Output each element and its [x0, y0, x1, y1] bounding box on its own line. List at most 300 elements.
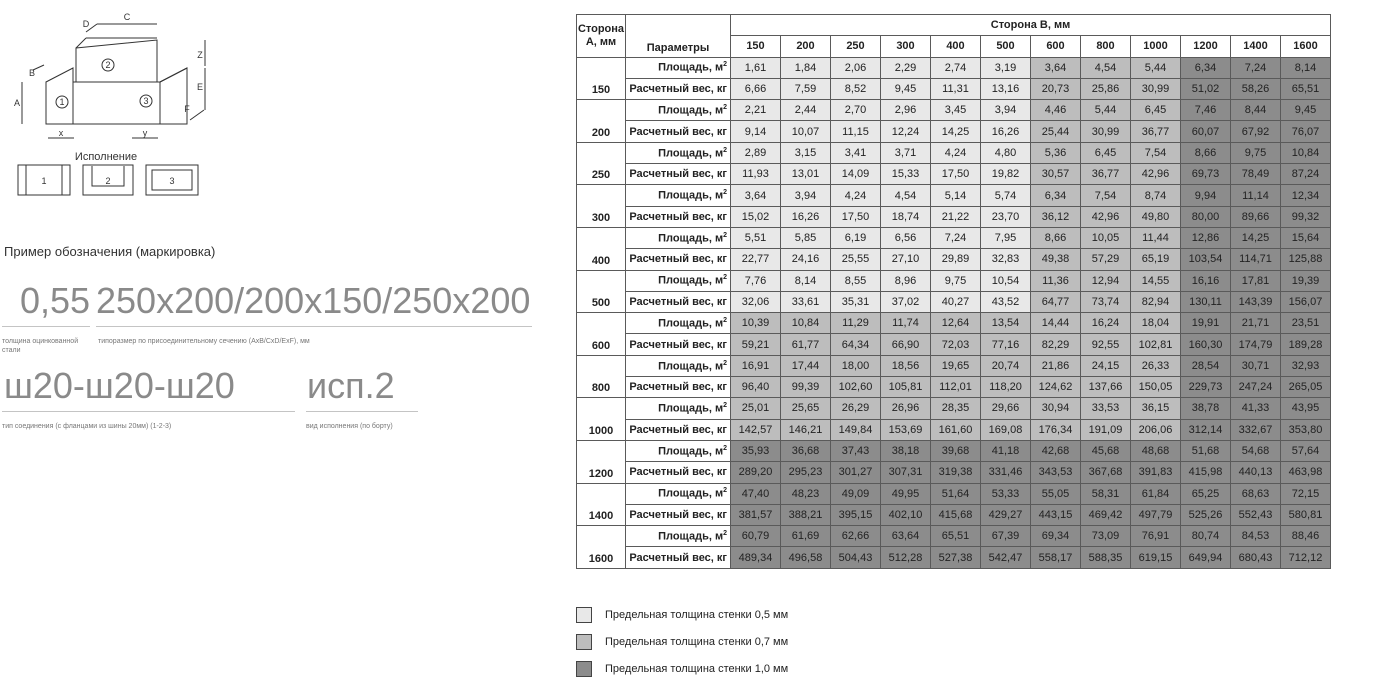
weight-cell: 343,53: [1031, 462, 1081, 483]
table-row: [577, 377, 1331, 398]
area-cell: 16,91: [731, 355, 781, 376]
weight-cell: 619,15: [1131, 547, 1181, 568]
area-cell: 26,29: [831, 398, 881, 419]
area-cell: 36,68: [781, 440, 831, 461]
param-weight-label: Расчетный вес, кг: [626, 419, 731, 440]
weight-cell: 64,77: [1031, 291, 1081, 312]
weight-cell: 331,46: [981, 462, 1031, 483]
side-a-value: 400: [577, 227, 626, 270]
weight-cell: 174,79: [1231, 334, 1281, 355]
dim-label-d: D: [82, 19, 90, 29]
area-cell: 5,44: [1081, 100, 1131, 121]
area-cell: 15,64: [1281, 227, 1331, 248]
legend-label-0-7: Предельная толщина стенки 0,7 мм: [605, 636, 789, 648]
weight-cell: 87,24: [1281, 164, 1331, 185]
weight-cell: 15,02: [731, 206, 781, 227]
weight-cell: 265,05: [1281, 377, 1331, 398]
area-cell: 13,54: [981, 313, 1031, 334]
area-cell: 68,63: [1231, 483, 1281, 504]
table-row: [577, 57, 1331, 78]
area-label-text: Площадь, м: [658, 530, 724, 543]
weight-cell: 191,09: [1081, 419, 1131, 440]
table-row: [577, 526, 1331, 547]
area-cell: 2,21: [731, 100, 781, 121]
table-row: [577, 164, 1331, 185]
marking-variant: исп.2: [307, 365, 395, 406]
area-cell: 48,68: [1131, 440, 1181, 461]
connection-caption: тип соединения (с фланцами из шины 20мм) (1-2-3): [2, 423, 172, 430]
table-row: [577, 249, 1331, 270]
thickness-underline: [2, 326, 90, 327]
variant-3-label: 3: [169, 176, 175, 186]
weight-cell: 497,79: [1131, 504, 1181, 525]
area-cell: 2,70: [831, 100, 881, 121]
weight-cell: 49,80: [1131, 206, 1181, 227]
weight-cell: 25,55: [831, 249, 881, 270]
legend-label-0-5: Предельная толщина стенки 0,5 мм: [605, 609, 789, 621]
area-cell: 19,39: [1281, 270, 1331, 291]
weight-cell: 114,71: [1231, 249, 1281, 270]
area-cell: 24,15: [1081, 355, 1131, 376]
side-a-value: 250: [577, 142, 626, 185]
area-cell: 32,93: [1281, 355, 1331, 376]
area-cell: 4,54: [881, 185, 931, 206]
weight-cell: 312,14: [1181, 419, 1231, 440]
weight-cell: 440,13: [1231, 462, 1281, 483]
side-a-value: 600: [577, 313, 626, 356]
param-weight-label: Расчетный вес, кг: [626, 334, 731, 355]
area-label-text: Площадь, м: [658, 232, 724, 245]
param-area-label: [626, 100, 731, 121]
weight-cell: 142,57: [731, 419, 781, 440]
area-label-sup: 2: [723, 146, 727, 154]
area-cell: 9,75: [931, 270, 981, 291]
param-weight-label: Расчетный вес, кг: [626, 377, 731, 398]
area-cell: 48,23: [781, 483, 831, 504]
area-label-text: Площадь, м: [658, 189, 724, 202]
table-row: [577, 142, 1331, 163]
param-area-label: [626, 142, 731, 163]
param-weight-label: Расчетный вес, кг: [626, 462, 731, 483]
weight-cell: 353,80: [1281, 419, 1331, 440]
variant-caption: Исполнение: [74, 151, 138, 163]
weight-cell: 58,26: [1231, 78, 1281, 99]
weight-cell: 69,73: [1181, 164, 1231, 185]
dim-label-b: B: [28, 68, 36, 78]
area-cell: 8,74: [1131, 185, 1181, 206]
area-cell: 61,84: [1131, 483, 1181, 504]
weight-cell: 65,19: [1131, 249, 1181, 270]
area-cell: 19,91: [1181, 313, 1231, 334]
side-a-value: 1000: [577, 398, 626, 441]
area-cell: 65,51: [931, 526, 981, 547]
legend-label-1-0: Предельная толщина стенки 1,0 мм: [605, 663, 789, 675]
area-cell: 3,94: [781, 185, 831, 206]
weight-cell: 388,21: [781, 504, 831, 525]
area-cell: 12,86: [1181, 227, 1231, 248]
weight-cell: 33,61: [781, 291, 831, 312]
table-row: [577, 313, 1331, 334]
side-b-value: 500: [981, 36, 1031, 57]
area-cell: 7,24: [1231, 57, 1281, 78]
area-cell: 11,29: [831, 313, 881, 334]
table-row: [577, 483, 1331, 504]
weight-cell: 527,38: [931, 547, 981, 568]
weight-cell: 51,02: [1181, 78, 1231, 99]
weight-cell: 130,11: [1181, 291, 1231, 312]
legend-item-0-5: [576, 605, 788, 625]
weight-cell: 307,31: [881, 462, 931, 483]
weight-cell: 512,28: [881, 547, 931, 568]
variant-1-label: 1: [41, 176, 47, 186]
area-cell: 38,78: [1181, 398, 1231, 419]
weight-cell: 103,54: [1181, 249, 1231, 270]
weight-cell: 16,26: [781, 206, 831, 227]
part-number-1: 1: [59, 97, 65, 107]
weight-cell: 176,34: [1031, 419, 1081, 440]
weight-cell: 99,32: [1281, 206, 1331, 227]
area-cell: 4,46: [1031, 100, 1081, 121]
area-cell: 47,40: [731, 483, 781, 504]
weight-cell: 105,81: [881, 377, 931, 398]
area-label-sup: 2: [723, 104, 727, 111]
area-cell: 10,84: [1281, 142, 1331, 163]
area-cell: 62,66: [831, 526, 881, 547]
weight-cell: 11,93: [731, 164, 781, 185]
dim-label-c: C: [123, 12, 131, 22]
area-cell: 14,55: [1131, 270, 1181, 291]
weight-cell: 402,10: [881, 504, 931, 525]
weight-cell: 11,15: [831, 121, 881, 142]
param-area-label: [626, 398, 731, 419]
dim-label-z: Z: [197, 50, 203, 60]
table-row: [577, 440, 1331, 461]
dim-label-y: y: [142, 128, 148, 138]
side-a-value: 500: [577, 270, 626, 313]
weight-cell: 229,73: [1181, 377, 1231, 398]
weight-cell: 552,43: [1231, 504, 1281, 525]
param-weight-label: Расчетный вес, кг: [626, 121, 731, 142]
side-a-value: 800: [577, 355, 626, 398]
weight-cell: 32,06: [731, 291, 781, 312]
area-cell: 4,54: [1081, 57, 1131, 78]
weight-cell: 504,43: [831, 547, 881, 568]
weight-cell: 542,47: [981, 547, 1031, 568]
weight-cell: 89,66: [1231, 206, 1281, 227]
area-cell: 26,96: [881, 398, 931, 419]
area-cell: 8,14: [781, 270, 831, 291]
area-cell: 39,68: [931, 440, 981, 461]
weight-cell: 469,42: [1081, 504, 1131, 525]
param-weight-label: Расчетный вес, кг: [626, 504, 731, 525]
param-area-label: [626, 440, 731, 461]
weight-cell: 712,12: [1281, 547, 1331, 568]
legend-swatch-0-7: [576, 634, 592, 650]
param-area-label: [626, 227, 731, 248]
area-label-text: Площадь, м: [658, 360, 724, 373]
weight-cell: 82,29: [1031, 334, 1081, 355]
weight-cell: 9,45: [881, 78, 931, 99]
area-cell: 53,33: [981, 483, 1031, 504]
weight-cell: 443,15: [1031, 504, 1081, 525]
area-cell: 51,68: [1181, 440, 1231, 461]
area-cell: 21,86: [1031, 355, 1081, 376]
area-cell: 41,18: [981, 440, 1031, 461]
weight-cell: 149,84: [831, 419, 881, 440]
area-cell: 28,54: [1181, 355, 1231, 376]
area-cell: 3,71: [881, 142, 931, 163]
area-cell: 12,94: [1081, 270, 1131, 291]
weight-cell: 20,73: [1031, 78, 1081, 99]
area-cell: 2,44: [781, 100, 831, 121]
weight-cell: 429,27: [981, 504, 1031, 525]
area-label-sup: 2: [723, 61, 727, 69]
weight-cell: 150,05: [1131, 377, 1181, 398]
weight-cell: 64,34: [831, 334, 881, 355]
area-cell: 7,46: [1181, 100, 1231, 121]
weight-cell: 161,60: [931, 419, 981, 440]
area-cell: 7,54: [1131, 142, 1181, 163]
param-area-label: [626, 526, 731, 547]
weight-cell: 66,90: [881, 334, 931, 355]
area-label-text: Площадь, м: [658, 147, 724, 160]
weight-cell: 14,25: [931, 121, 981, 142]
side-b-value: 150: [731, 36, 781, 57]
weight-cell: 13,16: [981, 78, 1031, 99]
area-cell: 25,01: [731, 398, 781, 419]
weight-cell: 649,94: [1181, 547, 1231, 568]
marking-connection: ш20-ш20-ш20: [4, 365, 235, 406]
table-row: [577, 185, 1331, 206]
table-row: [577, 121, 1331, 142]
weight-cell: 59,21: [731, 334, 781, 355]
area-cell: 76,91: [1131, 526, 1181, 547]
weight-cell: 43,52: [981, 291, 1031, 312]
area-cell: 67,39: [981, 526, 1031, 547]
part-number-2: 2: [105, 60, 111, 70]
side-b-value: 1000: [1131, 36, 1181, 57]
area-cell: 6,34: [1181, 57, 1231, 78]
weight-cell: 61,77: [781, 334, 831, 355]
area-label-text: Площадь, м: [658, 317, 724, 330]
area-cell: 57,64: [1281, 440, 1331, 461]
area-cell: 6,56: [881, 227, 931, 248]
weight-cell: 99,39: [781, 377, 831, 398]
dim-label-e: E: [196, 82, 204, 92]
weight-cell: 143,39: [1231, 291, 1281, 312]
weight-cell: 588,35: [1081, 547, 1131, 568]
weight-cell: 36,12: [1031, 206, 1081, 227]
thickness-caption: толщина оцинкованной стали: [2, 338, 79, 354]
area-cell: 1,61: [731, 57, 781, 78]
weight-cell: 17,50: [831, 206, 881, 227]
area-cell: 55,05: [1031, 483, 1081, 504]
tee-diagram: [0, 0, 220, 205]
area-cell: 8,14: [1281, 57, 1331, 78]
weight-cell: 391,83: [1131, 462, 1181, 483]
area-cell: 35,93: [731, 440, 781, 461]
variant-2-label: 2: [105, 176, 111, 186]
legend-swatch-0-5: [576, 607, 592, 623]
area-cell: 21,71: [1231, 313, 1281, 334]
table-row: [577, 270, 1331, 291]
area-cell: 11,14: [1231, 185, 1281, 206]
side-b-value: 1600: [1281, 36, 1331, 57]
table-row: [577, 100, 1331, 121]
area-label-sup: 2: [723, 189, 727, 197]
area-cell: 7,54: [1081, 185, 1131, 206]
area-cell: 19,65: [931, 355, 981, 376]
weight-cell: 206,06: [1131, 419, 1181, 440]
side-b-value: 400: [931, 36, 981, 57]
table-row: [577, 462, 1331, 483]
area-label-sup: 2: [723, 402, 727, 410]
area-cell: 6,45: [1131, 100, 1181, 121]
side-b-value: 600: [1031, 36, 1081, 57]
weight-cell: 18,74: [881, 206, 931, 227]
weight-cell: 16,26: [981, 121, 1031, 142]
area-cell: 2,06: [831, 57, 881, 78]
area-cell: 6,45: [1081, 142, 1131, 163]
weight-cell: 7,59: [781, 78, 831, 99]
area-label-sup: 2: [723, 359, 727, 367]
area-cell: 49,09: [831, 483, 881, 504]
weight-cell: 60,07: [1181, 121, 1231, 142]
table-row: [577, 547, 1331, 568]
area-cell: 16,16: [1181, 270, 1231, 291]
weight-cell: 525,26: [1181, 504, 1231, 525]
weight-cell: 96,40: [731, 377, 781, 398]
area-cell: 18,00: [831, 355, 881, 376]
side-a-value: 1400: [577, 483, 626, 526]
area-cell: 72,15: [1281, 483, 1331, 504]
weight-cell: 37,02: [881, 291, 931, 312]
weight-cell: 24,16: [781, 249, 831, 270]
side-a-value: 200: [577, 100, 626, 143]
area-cell: 51,64: [931, 483, 981, 504]
dim-label-a: A: [13, 98, 21, 108]
weight-cell: 67,92: [1231, 121, 1281, 142]
params-header: Параметры: [626, 15, 731, 58]
table-row: [577, 291, 1331, 312]
side-a-value: 1600: [577, 526, 626, 569]
area-cell: 88,46: [1281, 526, 1331, 547]
area-cell: 1,84: [781, 57, 831, 78]
marking-title: Пример обозначения (маркировка): [4, 244, 216, 259]
area-cell: 5,85: [781, 227, 831, 248]
area-cell: 4,80: [981, 142, 1031, 163]
area-label-sup: 2: [723, 487, 727, 495]
weight-cell: 9,14: [731, 121, 781, 142]
area-cell: 58,31: [1081, 483, 1131, 504]
weight-cell: 10,07: [781, 121, 831, 142]
area-cell: 28,35: [931, 398, 981, 419]
area-cell: 5,44: [1131, 57, 1181, 78]
area-cell: 49,95: [881, 483, 931, 504]
area-cell: 4,24: [831, 185, 881, 206]
side-b-header: Сторона В, мм: [731, 15, 1331, 36]
weight-cell: 92,55: [1081, 334, 1131, 355]
weight-cell: 112,01: [931, 377, 981, 398]
side-b-value: 1200: [1181, 36, 1231, 57]
table-row: [577, 504, 1331, 525]
area-cell: 7,24: [931, 227, 981, 248]
weight-cell: 65,51: [1281, 78, 1331, 99]
table-row: [577, 227, 1331, 248]
weight-cell: 14,09: [831, 164, 881, 185]
area-cell: 5,51: [731, 227, 781, 248]
weight-cell: 301,27: [831, 462, 881, 483]
area-cell: 17,44: [781, 355, 831, 376]
weight-cell: 32,83: [981, 249, 1031, 270]
area-cell: 5,14: [931, 185, 981, 206]
area-cell: 61,69: [781, 526, 831, 547]
param-weight-label: Расчетный вес, кг: [626, 206, 731, 227]
area-cell: 2,29: [881, 57, 931, 78]
area-label-sup: 2: [723, 316, 727, 324]
table-row: [577, 419, 1331, 440]
param-area-label: [626, 483, 731, 504]
area-cell: 7,95: [981, 227, 1031, 248]
weight-cell: 415,98: [1181, 462, 1231, 483]
area-cell: 3,45: [931, 100, 981, 121]
weight-cell: 319,38: [931, 462, 981, 483]
param-weight-label: Расчетный вес, кг: [626, 78, 731, 99]
weight-cell: 30,99: [1131, 78, 1181, 99]
weight-cell: 73,74: [1081, 291, 1131, 312]
table-row: [577, 78, 1331, 99]
area-cell: 14,25: [1231, 227, 1281, 248]
area-cell: 65,25: [1181, 483, 1231, 504]
legend-swatch-1-0: [576, 661, 592, 677]
weight-cell: 247,24: [1231, 377, 1281, 398]
side-b-value: 800: [1081, 36, 1131, 57]
weight-cell: 29,89: [931, 249, 981, 270]
variant-caption-text: вид исполнения (по борту): [306, 423, 393, 430]
side-a-value: 1200: [577, 440, 626, 483]
area-cell: 10,05: [1081, 227, 1131, 248]
weight-cell: 153,69: [881, 419, 931, 440]
part-number-3: 3: [143, 96, 149, 106]
area-label-sup: 2: [723, 529, 727, 537]
weight-cell: 289,20: [731, 462, 781, 483]
weight-cell: 15,33: [881, 164, 931, 185]
area-cell: 37,43: [831, 440, 881, 461]
area-label-sup: 2: [723, 231, 727, 239]
param-area-label: [626, 270, 731, 291]
area-cell: 3,94: [981, 100, 1031, 121]
weight-cell: 30,99: [1081, 121, 1131, 142]
weight-cell: 189,28: [1281, 334, 1331, 355]
weight-cell: 23,70: [981, 206, 1031, 227]
area-cell: 6,34: [1031, 185, 1081, 206]
area-cell: 8,44: [1231, 100, 1281, 121]
area-cell: 84,53: [1231, 526, 1281, 547]
variant-underline: [306, 411, 418, 412]
area-cell: 2,96: [881, 100, 931, 121]
marking-thickness: 0,55: [20, 280, 91, 321]
weight-cell: 156,07: [1281, 291, 1331, 312]
weight-cell: 415,68: [931, 504, 981, 525]
weight-cell: 76,07: [1281, 121, 1331, 142]
area-cell: 8,96: [881, 270, 931, 291]
side-b-value: 250: [831, 36, 881, 57]
weight-cell: 30,57: [1031, 164, 1081, 185]
area-cell: 9,45: [1281, 100, 1331, 121]
weight-cell: 19,82: [981, 164, 1031, 185]
dim-label-f: F: [184, 104, 190, 114]
area-cell: 29,66: [981, 398, 1031, 419]
